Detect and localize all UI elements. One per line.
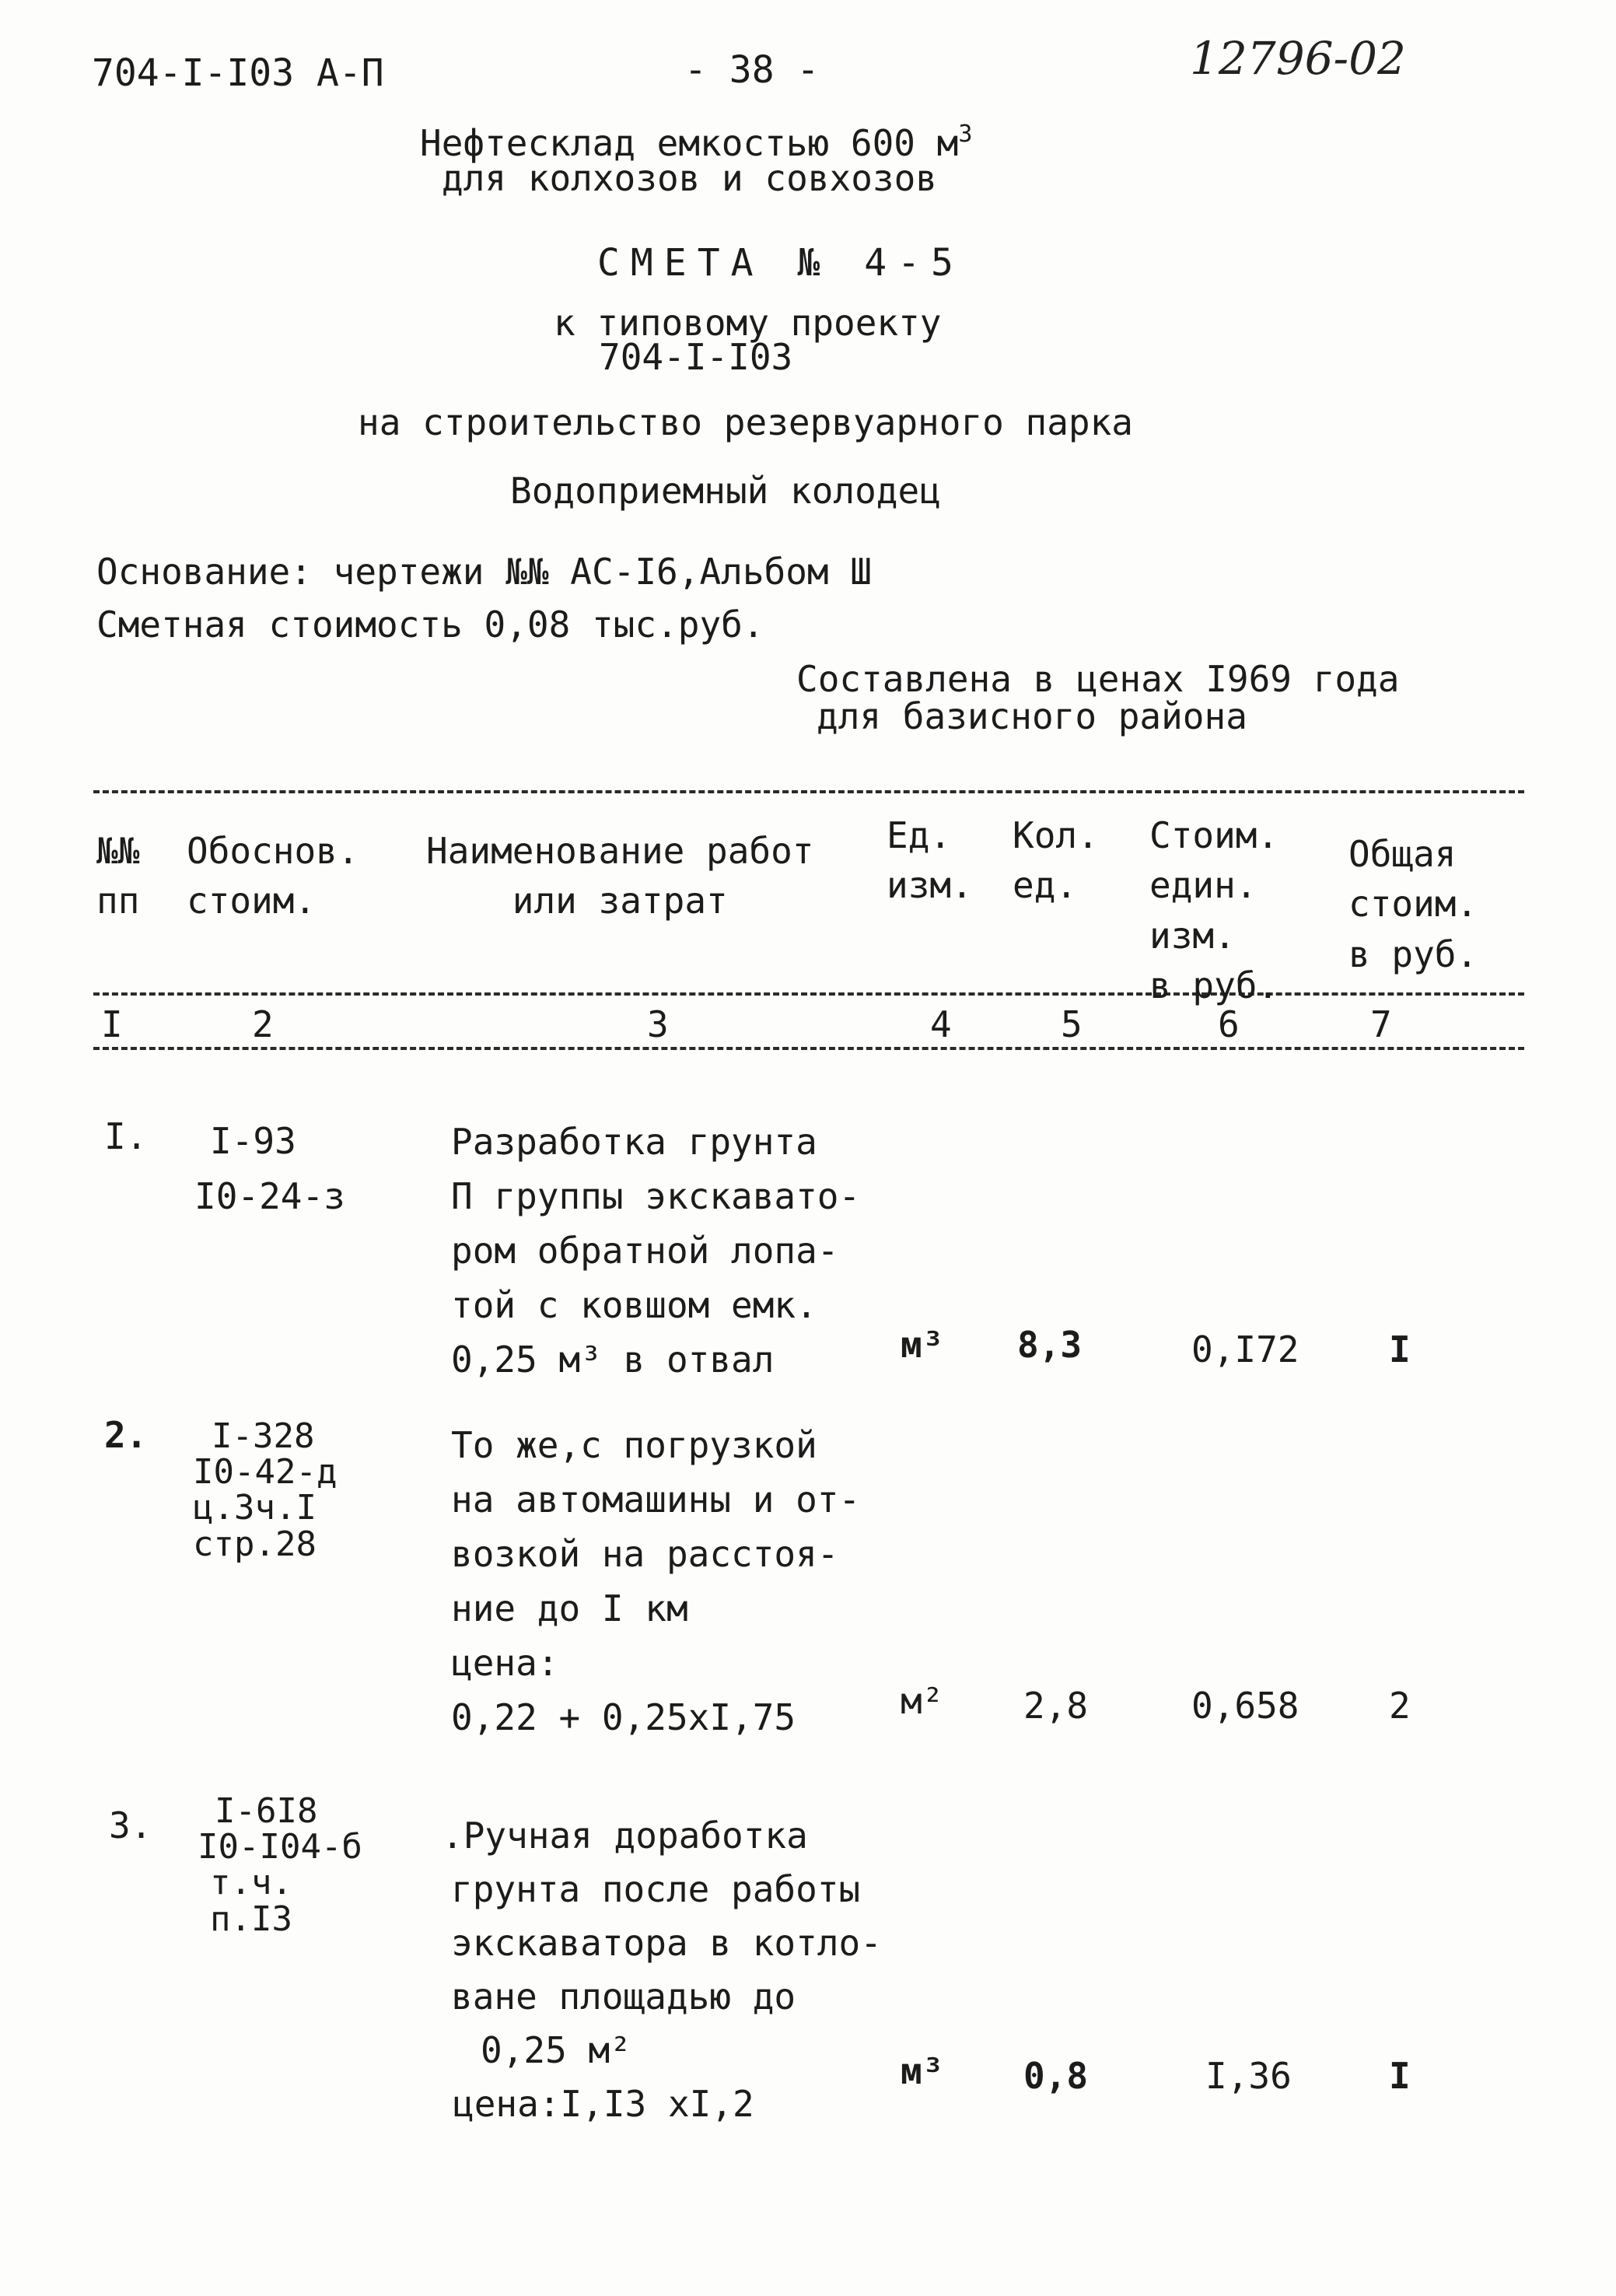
project-code: 704-I-I03 А-П — [92, 51, 384, 95]
construction-purpose: на строительство резервуарного парка — [358, 401, 1133, 443]
column-number: 2 — [252, 1003, 274, 1045]
prices-line-2: для базисного района — [817, 695, 1247, 737]
header-col-3: Наименование работ или затрат — [426, 830, 814, 922]
header-col-2: Обоснов. стоим. — [187, 830, 359, 922]
row-basis: I-93 I0-24-з — [194, 1120, 345, 1218]
column-number: 5 — [1061, 1003, 1083, 1045]
estimated-cost: Сметная стоимость 0,08 тыс.руб. — [96, 604, 764, 646]
row-quantity: 2,8 — [1023, 1685, 1089, 1727]
row-unit: м³ — [901, 2050, 944, 2092]
row-unit-cost: I,36 — [1205, 2055, 1292, 2097]
header-col-1: №№ пп — [96, 830, 140, 922]
row-number: I. — [104, 1115, 148, 1157]
object-name: Водоприемный колодец — [510, 470, 941, 512]
row-quantity: 0,8 — [1023, 2055, 1089, 2097]
column-number: 3 — [647, 1003, 669, 1045]
row-unit: м³ — [901, 1324, 944, 1366]
prices-line-1: Составлена в ценах I969 года — [796, 658, 1400, 700]
basis-drawings: Основание: чертежи №№ АС-I6,Альбом Ш — [96, 551, 872, 593]
row-basis: I-6I8 I0-I04-б т.ч. п.I3 — [198, 1791, 362, 1939]
smeta-title: СМЕТА № 4-5 — [597, 241, 964, 285]
header-col-6: Стоим. един. изм. в руб. — [1149, 814, 1279, 1007]
project-number: 704-I-I03 — [599, 336, 793, 378]
table-header-rule — [93, 992, 1524, 996]
title-line-1: Нефтесклад емкостью 600 $м^3$ — [420, 121, 973, 164]
row-unit: м² — [901, 1680, 944, 1722]
row-total: I — [1389, 1328, 1411, 1370]
column-number: 6 — [1218, 1003, 1240, 1045]
column-number: 4 — [930, 1003, 952, 1045]
title-line-2: для колхозов и совхозов — [442, 157, 937, 199]
row-unit-cost: 0,I72 — [1191, 1328, 1299, 1370]
page-number: - 38 - — [684, 48, 820, 92]
row-basis: I-328 I0-42-д ц.3ч.I стр.28 — [193, 1416, 338, 1564]
row-unit-cost: 0,658 — [1191, 1685, 1299, 1727]
column-number-rule — [93, 1047, 1524, 1050]
header-col-5: Кол. ед. — [1013, 814, 1099, 907]
row-quantity: 8,3 — [1017, 1324, 1083, 1366]
row-number: 3. — [109, 1804, 152, 1846]
column-number: I — [101, 1003, 123, 1045]
row-name: Разработка грунта П группы экскавато- ром обратной лопа- той с ковшом емк. 0,25 м³ в отвал — [451, 1121, 861, 1381]
header-col-4: Ед. изм. — [887, 814, 973, 907]
to-project-label: к типовому проекту — [554, 302, 942, 344]
row-total: I — [1389, 2055, 1411, 2097]
row-total: 2 — [1389, 1685, 1411, 1727]
header-col-7: Общая стоим. в руб. — [1348, 833, 1478, 975]
row-number: 2. — [104, 1414, 148, 1456]
table-top-rule — [93, 790, 1524, 793]
column-number: 7 — [1370, 1003, 1392, 1045]
row-name: .Ручная доработка грунта после работы экскаватора в котло- ване площадью до 0,25 м² цена:I,I3 хI,2 — [442, 1815, 882, 2125]
row-name: То же,с погрузкой на автомашины и от- возкой на расстоя- ние до I км цена: 0,22 + 0,25хI,75 — [451, 1424, 861, 1738]
document-number: 12796-02 — [1190, 32, 1406, 85]
